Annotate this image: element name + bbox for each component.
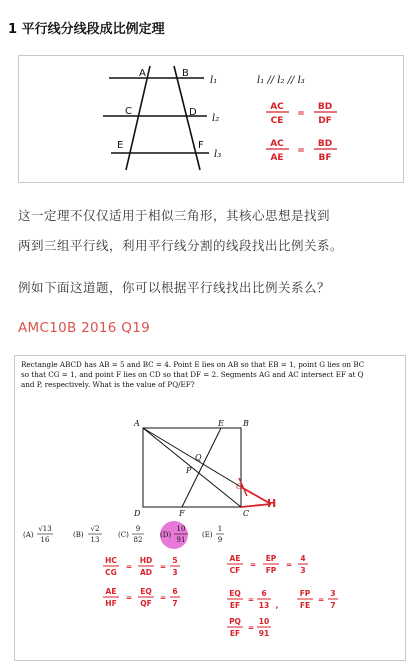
choice-a xyxy=(23,525,53,544)
note3-b: HF xyxy=(105,599,117,608)
handwritten-notes xyxy=(103,554,338,638)
ratio-2 xyxy=(266,139,337,163)
choice-b-num: √2 xyxy=(90,525,100,533)
note2-d: FP xyxy=(265,566,277,575)
note2-b: CF xyxy=(229,566,241,575)
choice-e xyxy=(202,525,224,544)
note4-eq: = xyxy=(247,595,255,604)
choice-c xyxy=(118,525,144,544)
label-c: C xyxy=(125,106,132,117)
problem-label-p: P xyxy=(186,466,192,475)
note5-a: FP xyxy=(299,589,311,598)
note4-d: 13 xyxy=(258,601,270,610)
note5-c: 3 xyxy=(330,589,336,598)
section-title: AMC10B 2016 Q19 xyxy=(18,320,150,336)
problem-figure xyxy=(14,355,406,661)
note1-b: CG xyxy=(105,568,117,577)
label-l3: l₃ xyxy=(214,149,222,160)
choice-e-num: 1 xyxy=(217,525,223,533)
note2-eq2: = xyxy=(285,560,293,569)
note-4 xyxy=(227,589,279,610)
note2-f: 3 xyxy=(300,566,306,575)
note1-eq1: = xyxy=(125,562,133,571)
parallel-lines-figure xyxy=(18,55,404,183)
paragraph-2: 例如下面这道题，你可以根据平行线找出比例关系么？ xyxy=(18,280,331,295)
segment-ag xyxy=(143,428,241,487)
note3-eq1: = xyxy=(125,593,133,602)
segment-ac xyxy=(143,428,241,507)
note-6 xyxy=(227,617,271,638)
choice-a-den: 16 xyxy=(40,536,50,544)
choice-e-den: 9 xyxy=(217,536,223,544)
note2-a: AE xyxy=(229,554,241,563)
note1-f: 3 xyxy=(172,568,178,577)
note3-d: QF xyxy=(140,599,152,608)
label-f: F xyxy=(198,140,204,151)
choice-c-label: (C) xyxy=(118,531,129,539)
label-a: A xyxy=(139,68,146,79)
problem-label-a: A xyxy=(134,419,140,428)
parallel-lines-diagram xyxy=(19,56,405,184)
problem-label-e: E xyxy=(218,419,224,428)
note5-d: 7 xyxy=(330,601,336,610)
choice-a-num: √13 xyxy=(38,525,52,533)
ratio2-right-num: BD xyxy=(317,139,333,149)
ratio1-eq: = xyxy=(297,109,305,119)
choice-d xyxy=(160,521,188,549)
note1-c: HD xyxy=(139,556,153,565)
note3-a: AE xyxy=(105,587,117,596)
choice-b xyxy=(73,525,102,544)
choice-e-label: (E) xyxy=(202,531,213,539)
transversal-right xyxy=(174,66,200,170)
label-l1: l₁ xyxy=(210,75,218,86)
note1-e: 5 xyxy=(172,556,178,565)
note1-d: AD xyxy=(139,568,153,577)
ratio1-left-den: CE xyxy=(270,116,284,126)
problem-diagram xyxy=(15,356,406,661)
problem-label-b: B xyxy=(243,419,249,428)
ratio2-right-den: BF xyxy=(318,153,332,163)
note5-b: FE xyxy=(299,601,311,610)
problem-line-3: and P, respectively. What is the value of PQ/EF? xyxy=(21,380,195,389)
choice-a-label: (A) xyxy=(23,531,34,539)
note6-c: 10 xyxy=(258,617,270,626)
choice-d-den: 91 xyxy=(176,536,186,544)
parallel-statement: l₁ // l₂ // l₃ xyxy=(257,75,305,86)
note1-eq2: = xyxy=(159,562,167,571)
note5-eq: = xyxy=(317,595,325,604)
paragraph-1-line-1: 这一定理不仅仅适用于相似三角形，其核心思想是找到 xyxy=(18,208,331,223)
note-3 xyxy=(103,587,180,608)
ratio1-right-den: DF xyxy=(318,116,332,126)
note6-d: 91 xyxy=(258,629,270,638)
problem-label-q: Q xyxy=(195,453,202,462)
note4-c: 6 xyxy=(261,589,267,598)
problem-line-1: Rectangle ABCD has AB = 5 and BC = 4. Point E lies on AB so that EB = 1, point G lies on BC xyxy=(21,360,365,369)
note4-b: EF xyxy=(229,601,241,610)
paragraph-1-line-2: 两到三组平行线，利用平行线分割的线段找出比例关系。 xyxy=(18,238,344,253)
ratio-1 xyxy=(266,102,337,126)
problem-label-f: F xyxy=(179,509,185,518)
note-2 xyxy=(227,554,308,575)
ratio1-right-num: BD xyxy=(317,102,333,112)
note6-a: PQ xyxy=(229,617,241,626)
note2-e: 4 xyxy=(300,554,306,563)
label-d: D xyxy=(189,107,197,118)
note-5 xyxy=(297,589,338,610)
note3-c: EQ xyxy=(140,587,152,596)
note2-eq1: = xyxy=(249,560,257,569)
note3-f: 7 xyxy=(172,599,178,608)
note3-e: 6 xyxy=(172,587,178,596)
note3-eq2: = xyxy=(159,593,167,602)
label-b: B xyxy=(182,68,189,79)
note2-c: EP xyxy=(265,554,277,563)
note4-comma: , xyxy=(275,601,279,610)
problem-label-d: D xyxy=(134,509,141,518)
choice-c-den: 82 xyxy=(133,536,143,544)
note6-eq: = xyxy=(247,623,255,632)
note6-b: EF xyxy=(229,629,241,638)
choice-b-label: (B) xyxy=(73,531,84,539)
ratio1-left-num: AC xyxy=(270,102,284,112)
ratio2-left-num: AC xyxy=(270,139,284,149)
problem-label-c: C xyxy=(243,509,250,518)
note-1 xyxy=(103,556,180,577)
label-l2: l₂ xyxy=(212,113,220,124)
section-heading: 1 平行线分线段成比例定理 xyxy=(8,22,165,37)
problem-line-2: so that CG = 1, and point F lies on CD so that DF = 2. Segments AG and AC intersect EF at Q xyxy=(21,370,364,379)
choice-d-label: (D) xyxy=(160,531,172,539)
problem-label-g: G xyxy=(236,482,243,491)
choice-c-num: 9 xyxy=(135,525,141,533)
note1-a: HC xyxy=(105,556,117,565)
transversal-left xyxy=(126,66,150,170)
note4-a: EQ xyxy=(229,589,241,598)
ratio2-left-den: AE xyxy=(270,153,284,163)
ratio2-eq: = xyxy=(297,146,305,156)
problem-label-h: H xyxy=(267,497,277,510)
choice-b-den: 13 xyxy=(90,536,100,544)
choice-d-num: 10 xyxy=(176,525,186,533)
answer-choices xyxy=(23,521,224,549)
label-e: E xyxy=(117,140,124,151)
